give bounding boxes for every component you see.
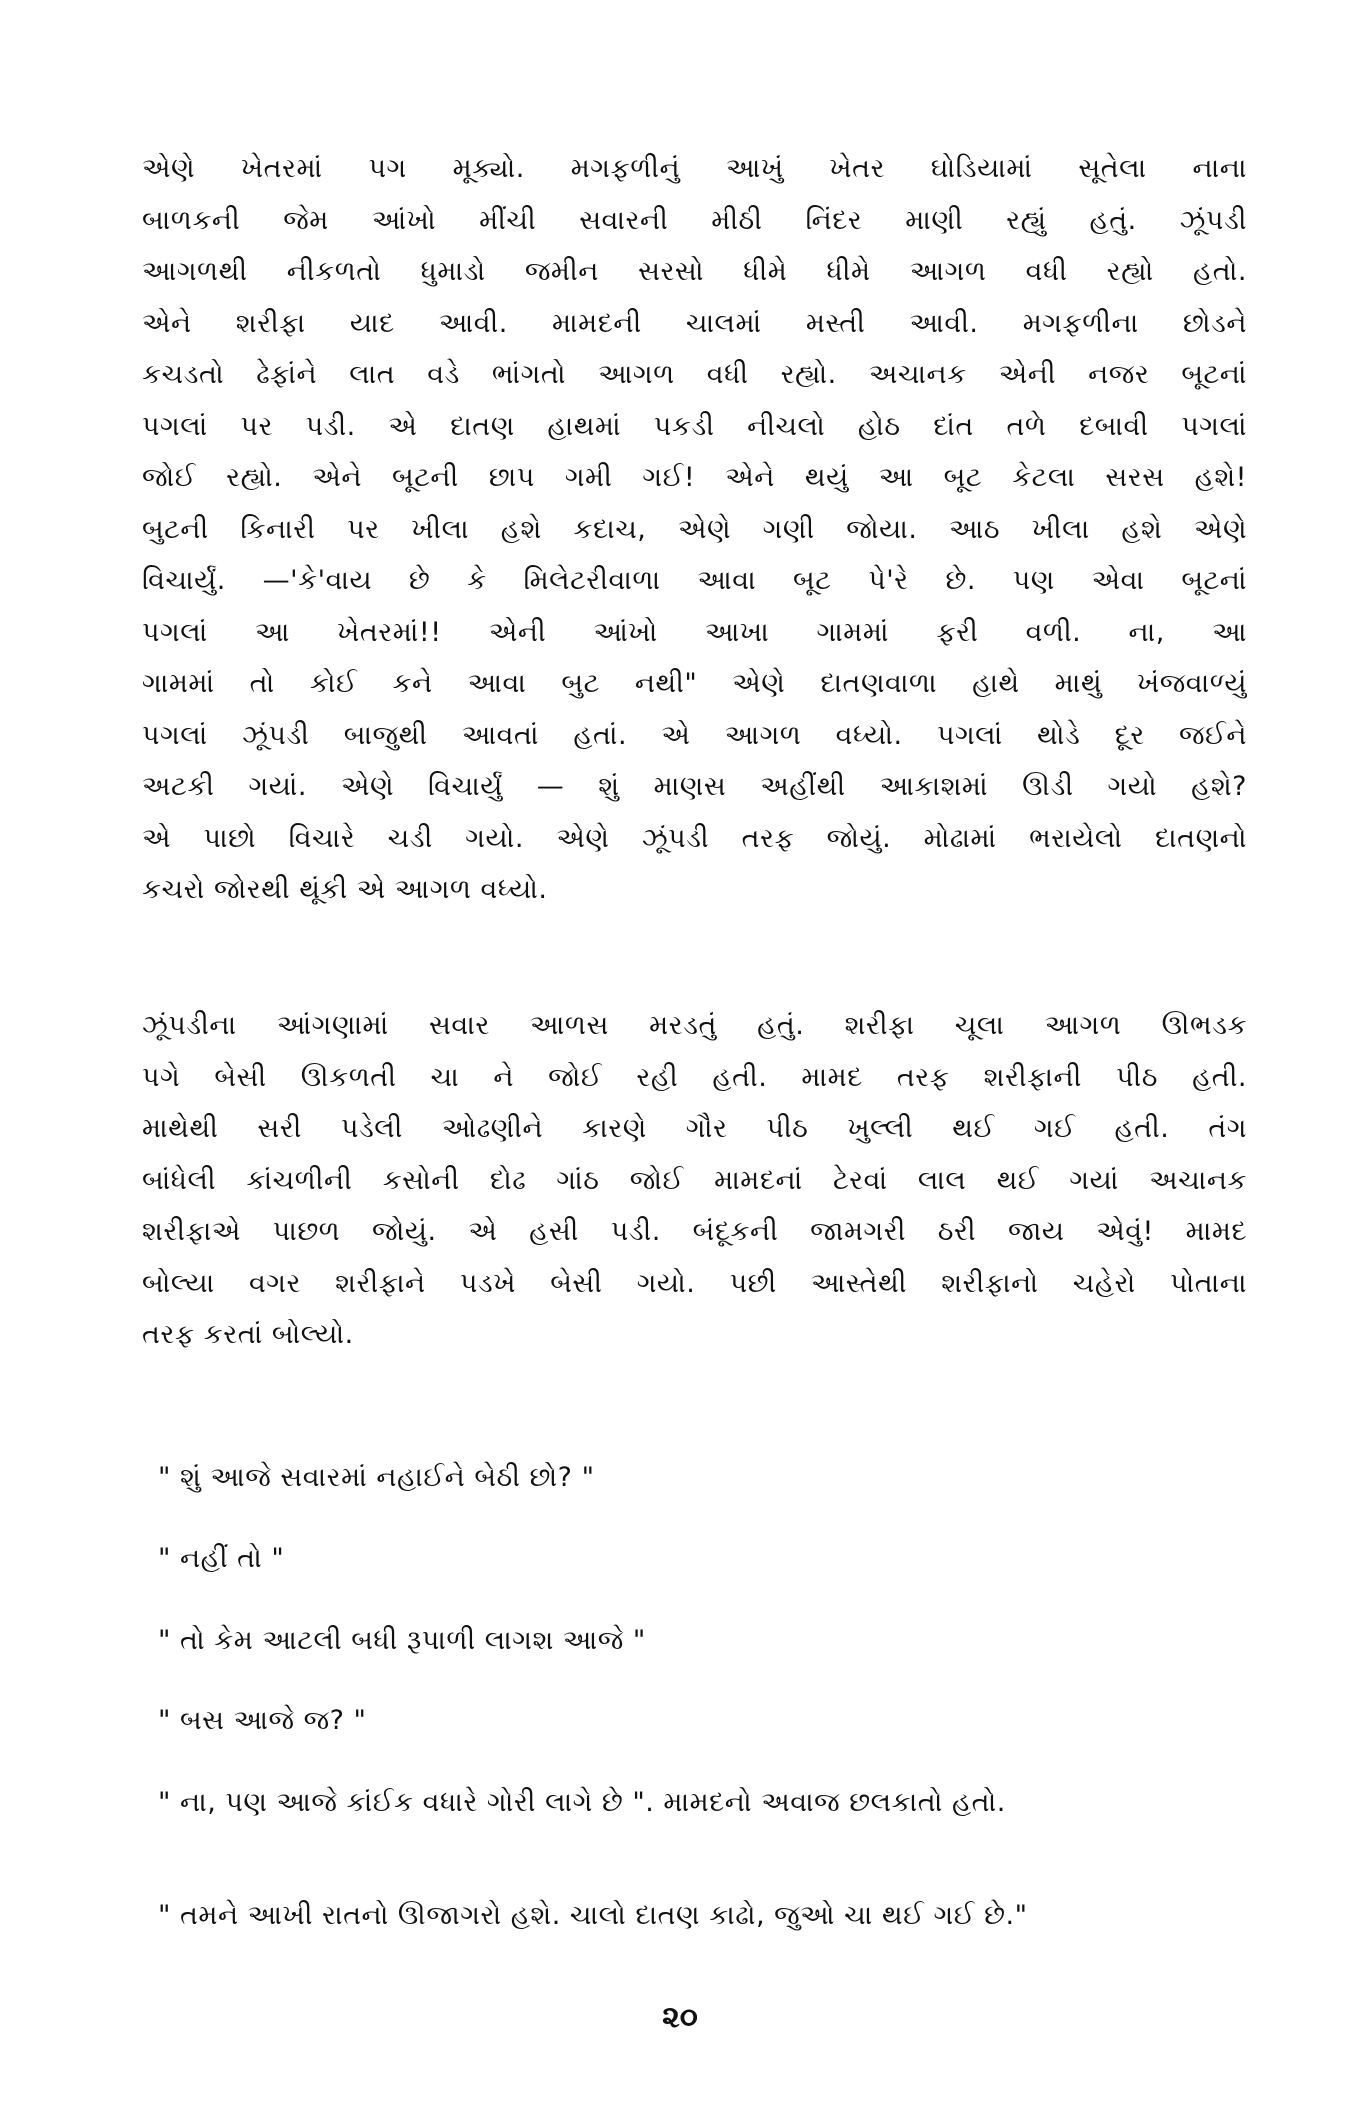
dialogue-line: " બસ આજે જ? " — [158, 1705, 367, 1736]
paragraph-2 — [142, 1000, 1247, 1361]
paragraph-line: વિચાર્યું. —'કે'વાય છે કે મિલેટરીવાળા આવા બૂટ પે'રે છે. પણ એવા બૂટનાં — [142, 565, 1247, 596]
paragraph-line: બાંધેલી કાંચળીની કસોની દોઢ ગાંઠ જોઈ મામદનાં ટેરવાં લાલ થઈ ગયાં અચાનક — [142, 1164, 1247, 1196]
paragraph-line: પગલાં ઝૂંપડી બાજુથી આવતાં હતાં. એ આગળ વધ્યો. પગલાં થોડે દૂર જઈને — [142, 719, 1247, 751]
paragraph-line: બુટની કિનારી પર ખીલા હશે કદાચ, એણે ગણી જોયા. આઠ ખીલા હશે એણે — [142, 513, 1247, 545]
paragraph-line: કચડતો ઢેફાંને લાત વડે ભાંગતો આગળ વધી રહ્યો. અચાનક એની નજર બૂટનાં — [142, 359, 1247, 390]
paragraph-line: શરીફાએ પાછળ જોયું. એ હસી પડી. બંદૂકની જામગરી ઠરી જાય એવું! મામદ — [142, 1216, 1247, 1247]
paragraph-line: બાળકની જેમ આંખો મીંચી સવારની મીઠી નિંદર માણી રહ્યું હતું. ઝૂંપડી — [142, 204, 1247, 236]
paragraph-line: પગલાં આ ખેતરમાં!! એની આંખો આખા ગામમાં ફરી વળી. ના, આ — [142, 616, 1247, 648]
paragraph-line: તરફ કરતાં બોલ્યો. — [142, 1319, 354, 1350]
dialogue-line: " નહીં તો " — [158, 1543, 285, 1574]
dialogue-line: " તમને આખી રાતનો ઊજાગરો હશે. ચાલો દાતણ કાઢો, જુઓ ચા થઈ ગઈ છે." — [158, 1900, 1028, 1931]
paragraph-line: પગલાં પર પડી. એ દાતણ હાથમાં પકડી નીચલો હોઠ દાંત તળે દબાવી પગલાં — [142, 410, 1247, 442]
dialogue-line: " શું આજે સવારમાં નહાઈને બેઠી છો? " — [158, 1462, 595, 1493]
paragraph-line: એને શરીફા યાદ આવી. મામદની ચાલમાં મસ્તી આવી. મગફળીના છોડને — [142, 307, 1247, 339]
paragraph-line: ઝૂંપડીના આંગણામાં સવાર આળસ મરડતું હતું. શરીફા ચૂલા આગળ ઊભડક — [142, 1010, 1247, 1041]
dialogue-line: " ના, પણ આજે કાંઈક વધારે ગોરી લાગે છે ". મામદનો અવાજ છલકાતો હતો. — [158, 1787, 1006, 1818]
page-number: ૨૦ — [662, 2000, 698, 2035]
paragraph-line: અટકી ગયાં. એણે વિચાર્યું — શું માણસ અહીંથી આકાશમાં ઊડી ગયો હશે? — [142, 771, 1247, 802]
paragraph-line: ગામમાં તો કોઈ કને આવા બુટ નથી" એણે દાતણવાળા હાથે માથું ખંજવાળ્યું — [142, 668, 1247, 699]
paragraph-line: જોઈ રહ્યો. એને બૂટની છાપ ગમી ગઈ! એને થયું આ બૂટ કેટલા સરસ હશે! — [142, 462, 1247, 493]
paragraph-line: બોલ્યા વગર શરીફાને પડખે બેસી ગયો. પછી આસ્તેથી શરીફાનો ચહેરો પોતાના — [142, 1267, 1247, 1299]
paragraph-line: પગે બેસી ઊકળતી ચા ને જોઈ રહી હતી. મામદ તરફ શરીફાની પીઠ હતી. — [142, 1061, 1247, 1093]
paragraph-line: કચરો જોરથી થૂંકી એ આગળ વધ્યો. — [142, 874, 548, 905]
dialogue-line: " તો કેમ આટલી બધી રૂપાળી લાગશ આજે " — [158, 1625, 646, 1656]
paragraph-1 — [142, 143, 1247, 916]
paragraph-line: એ પાછો વિચારે ચડી ગયો. એણે ઝૂંપડી તરફ જોયું. મોઢામાં ભરાયેલો દાતણનો — [142, 822, 1247, 854]
paragraph-line: આગળથી નીકળતો ધુમાડો જમીન સરસો ધીમે ધીમે આગળ વધી રહ્યો હતો. — [142, 256, 1247, 287]
paragraph-line: એણે ખેતરમાં પગ મૂક્યો. મગફળીનું આખું ખેતર ઘોડિયામાં સૂતેલા નાના — [142, 153, 1247, 184]
paragraph-line: માથેથી સરી પડેલી ઓઢણીને કારણે ગૌર પીઠ ખુલ્લી થઈ ગઈ હતી. તંગ — [142, 1113, 1247, 1144]
